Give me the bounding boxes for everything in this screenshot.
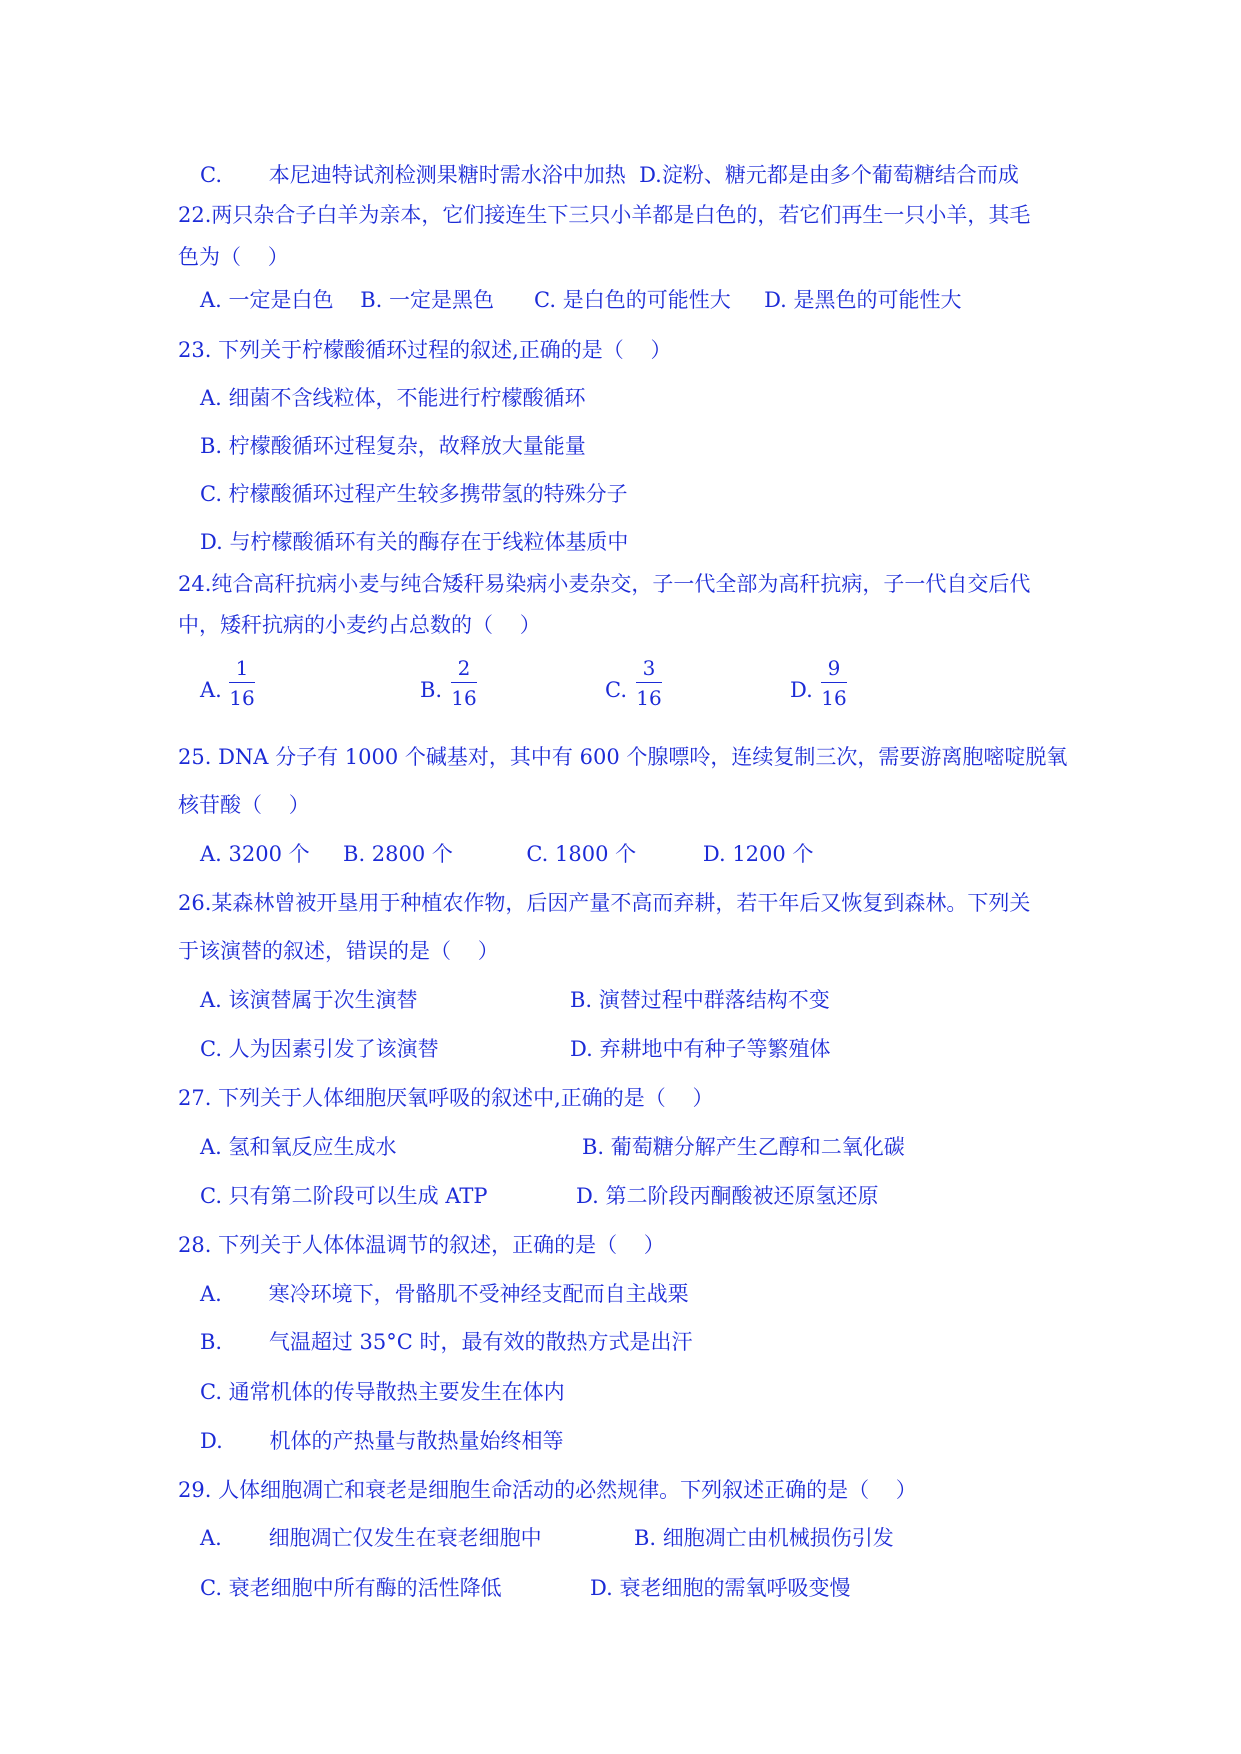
q27-option-b: B. 葡萄糖分解产生乙醇和二氧化碳 bbox=[582, 1135, 905, 1159]
fraction-denominator: 16 bbox=[229, 686, 255, 710]
q29-option-b: B. 细胞凋亡由机械损伤引发 bbox=[634, 1526, 894, 1550]
q28-option-c: C. 通常机体的传导散热主要发生在体内 bbox=[200, 1380, 565, 1404]
q26-option-a: A. 该演替属于次生演替 bbox=[200, 988, 418, 1012]
q23-option-b: B. 柠檬酸循环过程复杂，故释放大量能量 bbox=[200, 434, 586, 458]
q29-option-a: A. 细胞凋亡仅发生在衰老细胞中 bbox=[200, 1526, 542, 1550]
q24-option-d-label: D. bbox=[790, 678, 813, 702]
q29-option-c: C. 衰老细胞中所有酶的活性降低 bbox=[200, 1576, 502, 1600]
q24-option-c-fraction bbox=[634, 656, 664, 712]
fraction-denominator: 16 bbox=[821, 686, 847, 710]
q25-stem-line-1: 25. DNA 分子有 1000 个碱基对，其中有 600 个腺嘌呤，连续复制三次，需要游离胞嘧啶脱氧 bbox=[178, 745, 1068, 769]
q24-option-c-label: C. bbox=[605, 678, 627, 702]
q21-option-c-d-line: C. 本尼迪特试剂检测果糖时需水浴中加热 D.淀粉、糖元都是由多个葡萄糖结合而成 bbox=[200, 163, 1019, 187]
q28-option-a: A. 寒冷环境下，骨骼肌不受神经支配而自主战栗 bbox=[200, 1282, 689, 1306]
fraction-bar bbox=[821, 682, 847, 683]
q26-stem-line-1: 26.某森林曾被开垦用于种植农作物，后因产量不高而弃耕，若干年后又恢复到森林。下列关 bbox=[178, 891, 1031, 915]
q25-options-line: A. 3200 个 B. 2800 个 C. 1800 个 D. 1200 个 bbox=[200, 842, 814, 866]
q28-option-b: B. 气温超过 35°C 时，最有效的散热方式是出汗 bbox=[200, 1330, 693, 1354]
q27-stem: 27. 下列关于人体细胞厌氧呼吸的叙述中,正确的是（ ） bbox=[178, 1086, 714, 1110]
q24-stem-line-2: 中，矮秆抗病的小麦约占总数的（ ） bbox=[178, 613, 541, 637]
fraction-denominator: 16 bbox=[451, 686, 477, 710]
q27-option-c: C. 只有第二阶段可以生成 ATP bbox=[200, 1184, 488, 1208]
fraction-bar bbox=[451, 682, 477, 683]
q24-option-a-label: A. bbox=[200, 678, 222, 702]
q23-option-d: D. 与柠檬酸循环有关的酶存在于线粒体基质中 bbox=[200, 530, 629, 554]
q28-stem: 28. 下列关于人体体温调节的叙述，正确的是（ ） bbox=[178, 1233, 665, 1257]
q26-stem-line-2: 于该演替的叙述，错误的是（ ） bbox=[178, 939, 499, 963]
fraction-numerator: 2 bbox=[457, 656, 471, 680]
q25-stem-line-2: 核苷酸（ ） bbox=[178, 793, 310, 817]
q29-option-d: D. 衰老细胞的需氧呼吸变慢 bbox=[590, 1576, 851, 1600]
q24-option-b-label: B. bbox=[420, 678, 443, 702]
q26-option-c: C. 人为因素引发了该演替 bbox=[200, 1037, 439, 1061]
q26-option-d: D. 弃耕地中有种子等繁殖体 bbox=[570, 1037, 831, 1061]
q22-stem-line-2: 色为（ ） bbox=[178, 245, 289, 269]
q22-stem-line-1: 22.两只杂合子白羊为亲本，它们接连生下三只小羊都是白色的，若它们再生一只小羊，其毛 bbox=[178, 203, 1031, 227]
q26-option-b: B. 演替过程中群落结构不变 bbox=[570, 988, 830, 1012]
q27-option-a: A. 氢和氧反应生成水 bbox=[200, 1135, 397, 1159]
q24-option-d-fraction bbox=[819, 656, 849, 712]
q23-option-a: A. 细菌不含线粒体，不能进行柠檬酸循环 bbox=[200, 386, 586, 410]
fraction-numerator: 9 bbox=[827, 656, 841, 680]
q27-option-d: D. 第二阶段丙酮酸被还原氢还原 bbox=[576, 1184, 879, 1208]
q24-option-a-fraction bbox=[227, 656, 257, 712]
q24-stem-line-1: 24.纯合高秆抗病小麦与纯合矮秆易染病小麦杂交，子一代全部为高秆抗病，子一代自交后代 bbox=[178, 572, 1031, 596]
q28-option-d: D. 机体的产热量与散热量始终相等 bbox=[200, 1429, 564, 1453]
q23-option-c: C. 柠檬酸循环过程产生较多携带氢的特殊分子 bbox=[200, 482, 628, 506]
fraction-bar bbox=[229, 682, 255, 683]
q23-stem: 23. 下列关于柠檬酸循环过程的叙述,正确的是（ ） bbox=[178, 338, 672, 362]
q29-stem: 29. 人体细胞凋亡和衰老是细胞生命活动的必然规律。下列叙述正确的是（ ） bbox=[178, 1478, 917, 1502]
fraction-numerator: 3 bbox=[642, 656, 656, 680]
fraction-numerator: 1 bbox=[235, 656, 249, 680]
q24-option-b-fraction bbox=[449, 656, 479, 712]
fraction-denominator: 16 bbox=[636, 686, 662, 710]
fraction-bar bbox=[636, 682, 662, 683]
q22-options-line: A. 一定是白色 B. 一定是黑色 C. 是白色的可能性大 D. 是黑色的可能性大 bbox=[200, 288, 962, 312]
